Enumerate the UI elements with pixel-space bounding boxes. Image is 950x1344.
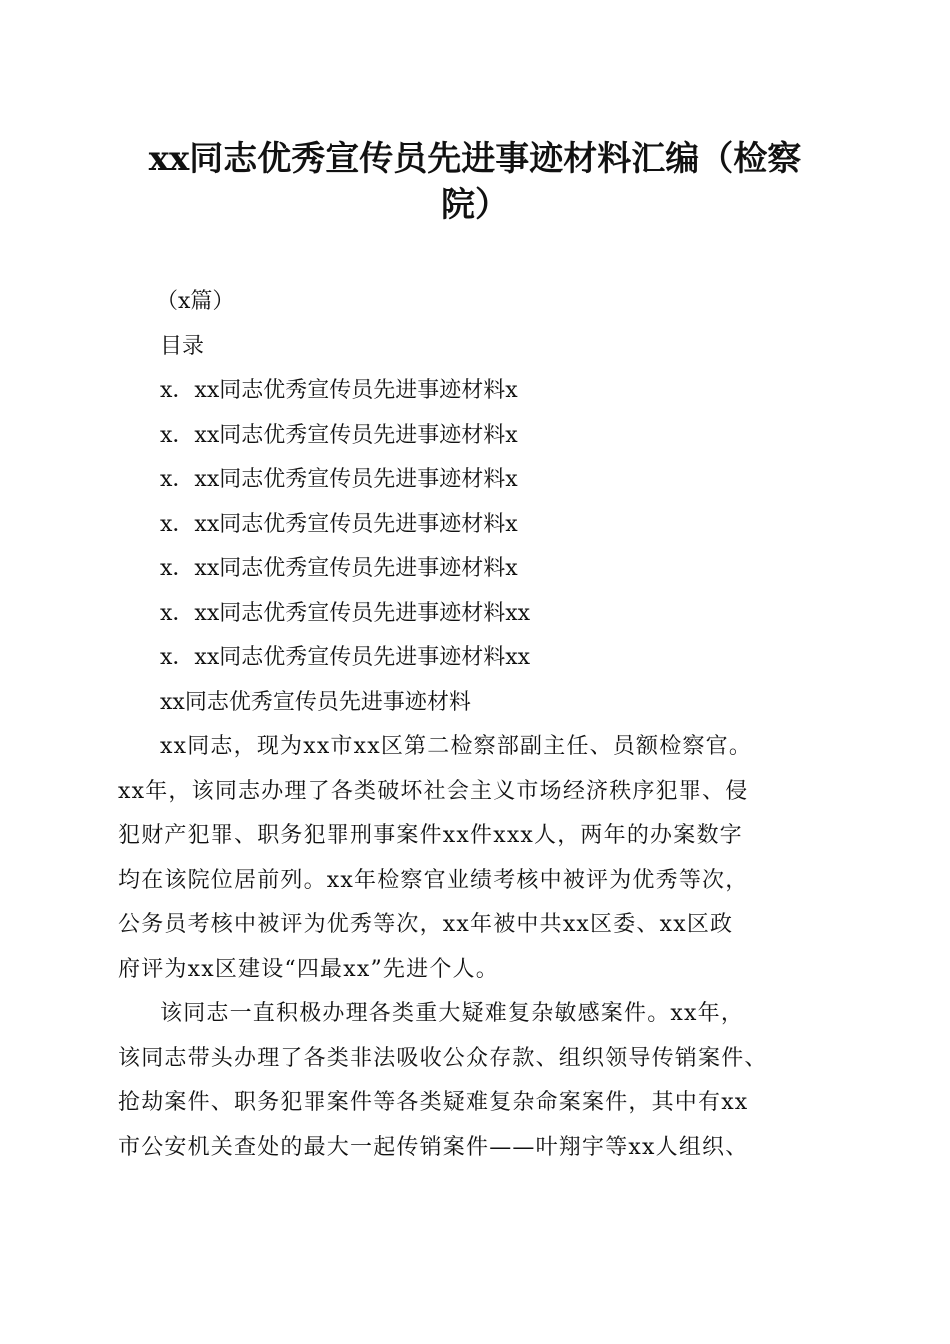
paragraph-line: 抢劫案件、职务犯罪案件等各类疑难复杂命案案件，其中有xx [118, 1090, 749, 1115]
toc-item: x．xx同志优秀宣传员先进事迹材料x [160, 511, 518, 537]
section-heading: xx同志优秀宣传员先进事迹材料 [160, 689, 471, 715]
document-title-line-2: 院） [441, 185, 509, 225]
toc-item: x．xx同志优秀宣传员先进事迹材料xx [160, 600, 531, 626]
article-count-note: （x篇） [156, 289, 235, 314]
toc-item: x．xx同志优秀宣传员先进事迹材料x [160, 467, 518, 492]
paragraph-line: 犯财产犯罪、职务犯罪刑事案件xx件xxx人，两年的办案数字 [118, 823, 743, 848]
paragraph-line: 公务员考核中被评为优秀等次，xx年被中共xx区委、xx区政 [118, 912, 734, 937]
paragraph-line: xx年，该同志办理了各类破坏社会主义市场经济秩序犯罪、侵 [118, 778, 749, 804]
paragraph-line: 均在该院位居前列。xx年检察官业绩考核中被评为优秀等次， [118, 867, 749, 893]
paragraph-line: 市公安机关查处的最大一起传销案件——叶翔宇等xx人组织、 [118, 1134, 749, 1160]
toc-item: x．xx同志优秀宣传员先进事迹材料x [160, 556, 518, 581]
toc-item: x．xx同志优秀宣传员先进事迹材料x [160, 422, 518, 448]
document-title [100, 136, 850, 228]
paragraph-1 [118, 725, 838, 992]
paragraph-line: 该同志带头办理了各类非法吸收公众存款、组织领导传销案件、 [118, 1045, 768, 1071]
paragraph-line: 该同志一直积极办理各类重大疑难复杂敏感案件。xx年， [160, 1001, 745, 1026]
document-body [118, 280, 838, 1170]
table-of-contents [118, 369, 838, 681]
toc-item: x．xx同志优秀宣传员先进事迹材料xx [160, 645, 531, 670]
paragraph-line: 府评为xx区建设“四最xx”先进个人。 [118, 956, 499, 982]
toc-heading: 目录 [160, 333, 205, 359]
paragraph-line: xx同志，现为xx市xx区第二检察部副主任、员额检察官。 [160, 734, 753, 759]
paragraph-2 [118, 992, 838, 1170]
document-title-line-1: xx同志优秀宣传员先进事迹材料汇编（检察 [148, 139, 802, 179]
toc-item: x．xx同志优秀宣传员先进事迹材料x [160, 378, 518, 403]
